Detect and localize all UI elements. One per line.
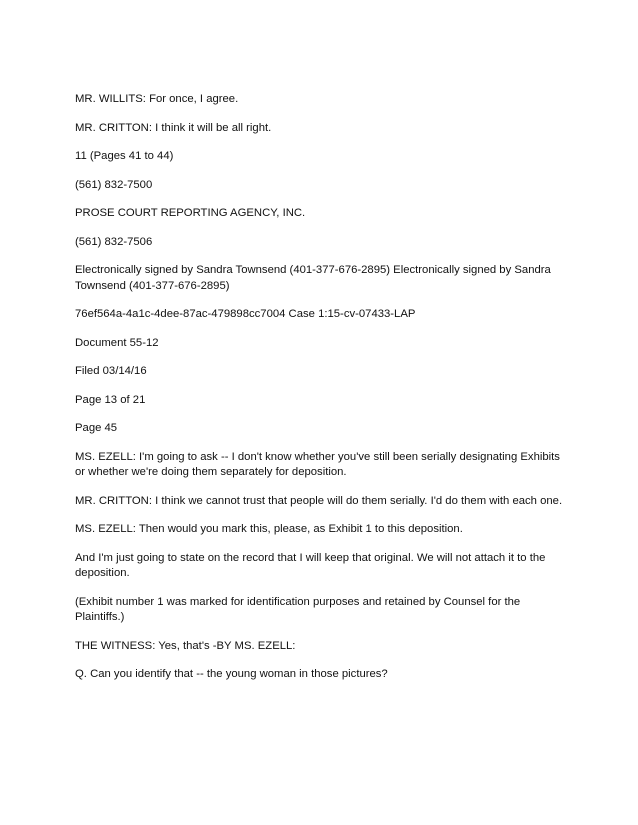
page-range-line: 11 (Pages 41 to 44) [75, 150, 174, 162]
signature-line: Electronically signed by Sandra Townsend (401-377-676-2895) Electronically signed by Sandra Townsend (401-377-676-2895) [75, 264, 551, 292]
agency-name: PROSE COURT REPORTING AGENCY, INC. [75, 207, 306, 219]
fax-number: (561) 832-7506 [75, 235, 153, 248]
page-count: Page 13 of 21 [75, 393, 146, 406]
paragraph: THE WITNESS: Yes, that's -BY MS. EZELL: [75, 639, 296, 652]
document-body [75, 92, 565, 696]
document-number: Document 55-12 [75, 336, 159, 349]
paragraph: MR. CRITTON: I think it will be all right. [75, 121, 272, 134]
paragraph: MS. EZELL: Then would you mark this, please, as Exhibit 1 to this deposition. [75, 523, 463, 535]
paragraph: (Exhibit number 1 was marked for identification purposes and retained by Counsel for the Plaintiffs.) [75, 595, 521, 623]
paragraph: MR. WILLITS: For once, I agree. [75, 93, 239, 105]
paragraph: And I'm just going to state on the record that I will keep that original. We will not attach it to the deposition. [75, 551, 546, 579]
filed-date: Filed 03/14/16 [75, 365, 147, 377]
paragraph: MS. EZELL: I'm going to ask -- I don't know whether you've still been serially designating Exhibits or whether we're doing them separately for deposition. [75, 450, 560, 478]
paragraph: MR. CRITTON: I think we cannot trust that people will do them serially. I'd do them with each one. [75, 494, 563, 507]
page-number: Page 45 [75, 422, 118, 434]
case-id-line: 76ef564a-4a1c-4dee-87ac-479898cc7004 Case 1:15-cv-07433-LAP [75, 308, 416, 320]
paragraph: Q. Can you identify that -- the young woman in those pictures? [75, 668, 388, 680]
phone-number: (561) 832-7500 [75, 178, 153, 191]
